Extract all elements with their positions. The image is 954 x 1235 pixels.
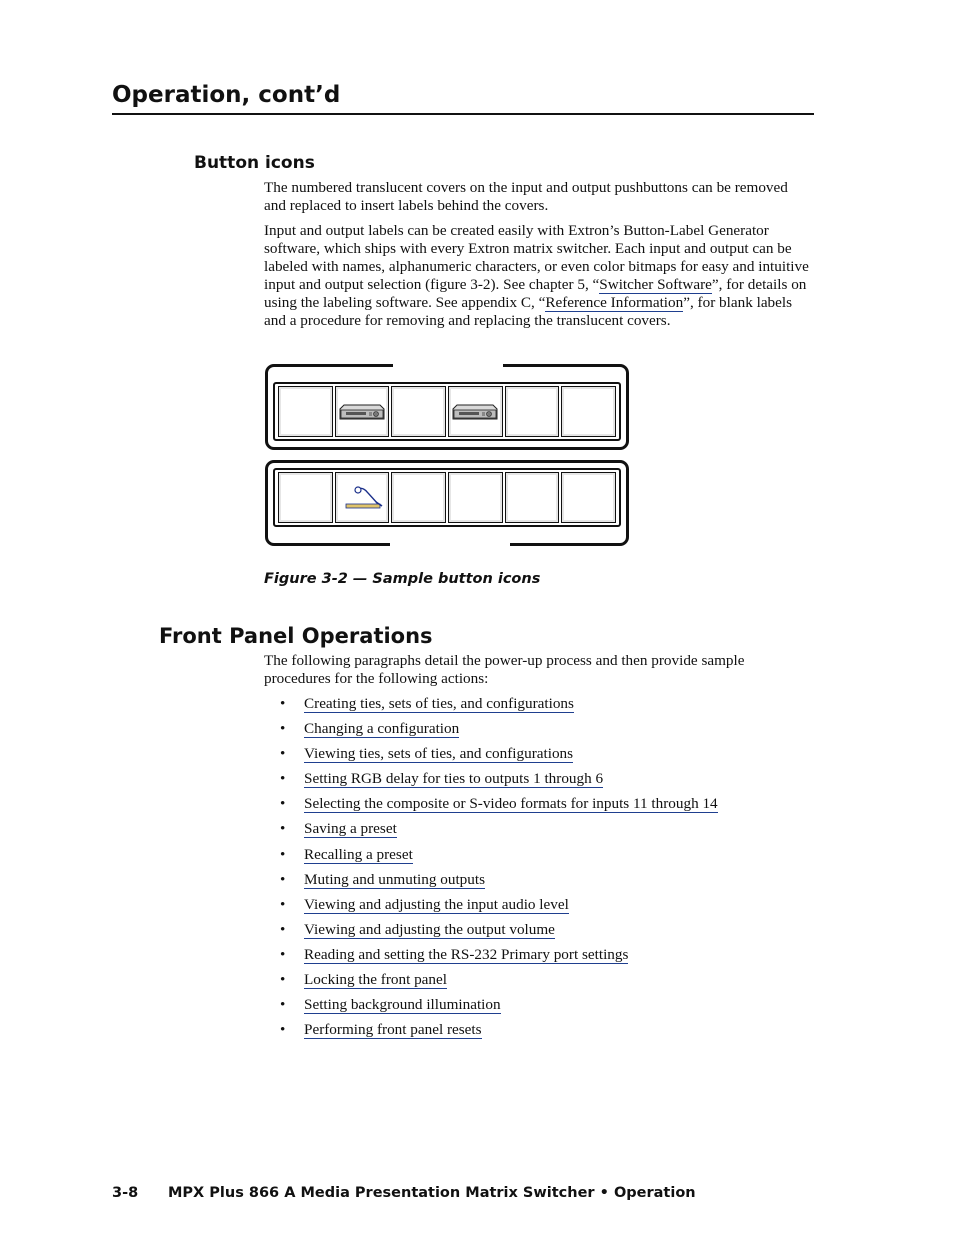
bullet: • [280, 920, 286, 938]
bullet: • [280, 745, 286, 763]
bullet: • [280, 996, 286, 1014]
pushbutton-blank [391, 472, 446, 523]
bullet: • [280, 820, 286, 838]
vcr-icon [338, 401, 386, 423]
footer-title: MPX Plus 866 A Media Presentation Matrix Switcher • Operation [168, 1185, 696, 1201]
list-item [280, 719, 718, 744]
action-link-list [280, 694, 718, 1045]
action-link[interactable]: Recalling a preset [304, 845, 413, 863]
action-link[interactable]: Changing a configuration [304, 720, 460, 738]
button-icons-paragraph-2 [264, 222, 812, 330]
list-item [280, 794, 718, 819]
list-item [280, 694, 718, 719]
action-link[interactable]: Selecting the composite or S-video formats for inputs 11 through 14 [304, 795, 718, 813]
action-link[interactable]: Viewing ties, sets of ties, and configurations [304, 745, 574, 763]
bullet: • [280, 1021, 286, 1039]
pushbutton-blank [561, 386, 616, 437]
microphone-icon [340, 484, 384, 512]
footer-page-number: 3-8 [112, 1185, 139, 1201]
pushbutton-blank [448, 472, 503, 523]
list-item [280, 920, 718, 945]
list-item [280, 895, 718, 920]
output-button-panel [265, 460, 629, 546]
bullet: • [280, 845, 286, 863]
reference-information-link[interactable]: Reference Information [545, 294, 684, 311]
button-icons-paragraph-1: The numbered translucent covers on the input and output pushbuttons can be removed and replaced to insert labels behind the covers. [264, 179, 788, 214]
list-item [280, 1020, 718, 1045]
switcher-software-link[interactable]: Switcher Software [599, 276, 712, 293]
list-item [280, 845, 718, 870]
action-link[interactable]: Viewing and adjusting the input audio level [304, 895, 569, 913]
paragraph-text: Input and output labels can be created easily with Extron’s Button-Label Generator software, which ships with every Extron matrix switcher. Each input and output can be labeled with names, alphanumeric characters, or even color bitmaps for easy and intuitive input and output selection (figure 3-2). See chapter 5, “ [264, 222, 809, 293]
action-link[interactable]: Muting and unmuting outputs [304, 870, 485, 888]
bullet: • [280, 945, 286, 963]
list-item [280, 819, 718, 844]
list-item [280, 870, 718, 895]
list-item [280, 970, 718, 995]
list-item [280, 769, 718, 794]
input-button-panel [265, 364, 629, 450]
bullet: • [280, 770, 286, 788]
pushbutton-blank [278, 386, 333, 437]
action-link[interactable]: Creating ties, sets of ties, and configurations [304, 695, 574, 712]
action-link[interactable]: Reading and setting the RS-232 Primary port settings [304, 945, 629, 963]
section-title: Operation, cont’d [112, 82, 341, 108]
figure-caption: Figure 3-2 — Sample button icons [264, 571, 541, 587]
list-item [280, 744, 718, 769]
pushbutton-vcr [448, 386, 503, 437]
section-rule [112, 113, 814, 115]
action-link[interactable]: Viewing and adjusting the output volume [304, 920, 555, 938]
pushbutton-blank [391, 386, 446, 437]
pushbutton-vcr [335, 386, 390, 437]
bullet: • [280, 795, 286, 813]
action-link[interactable]: Setting background illumination [304, 996, 501, 1014]
list-item [280, 945, 718, 970]
action-link[interactable]: Setting RGB delay for ties to outputs 1 through 6 [304, 770, 604, 788]
button-icons-figure [264, 363, 634, 553]
list-item [280, 995, 718, 1020]
pushbutton-microphone [335, 472, 390, 523]
bullet: • [280, 971, 286, 989]
bullet: • [280, 870, 286, 888]
paragraph-text: ”, for blank labels and a procedure for removing and replacing the translucent covers. [264, 294, 793, 329]
action-link[interactable]: Saving a preset [304, 820, 397, 838]
pushbutton-blank [278, 472, 333, 523]
pushbutton-blank [561, 472, 616, 523]
button-icons-heading: Button icons [194, 153, 315, 173]
front-panel-intro: The following paragraphs detail the power-up process and then provide sample procedures for the following actions: [264, 652, 745, 687]
bullet: • [280, 895, 286, 913]
action-link[interactable]: Locking the front panel [304, 971, 447, 989]
action-link[interactable]: Performing front panel resets [304, 1021, 482, 1039]
pushbutton-blank [505, 472, 560, 523]
pushbutton-blank [505, 386, 560, 437]
paragraph-text: ”, for details on using the labeling software. See appendix C, “ [264, 276, 807, 311]
vcr-icon [451, 401, 499, 423]
bullet: • [280, 720, 286, 738]
front-panel-operations-heading: Front Panel Operations [159, 624, 433, 648]
bullet: • [280, 695, 286, 712]
